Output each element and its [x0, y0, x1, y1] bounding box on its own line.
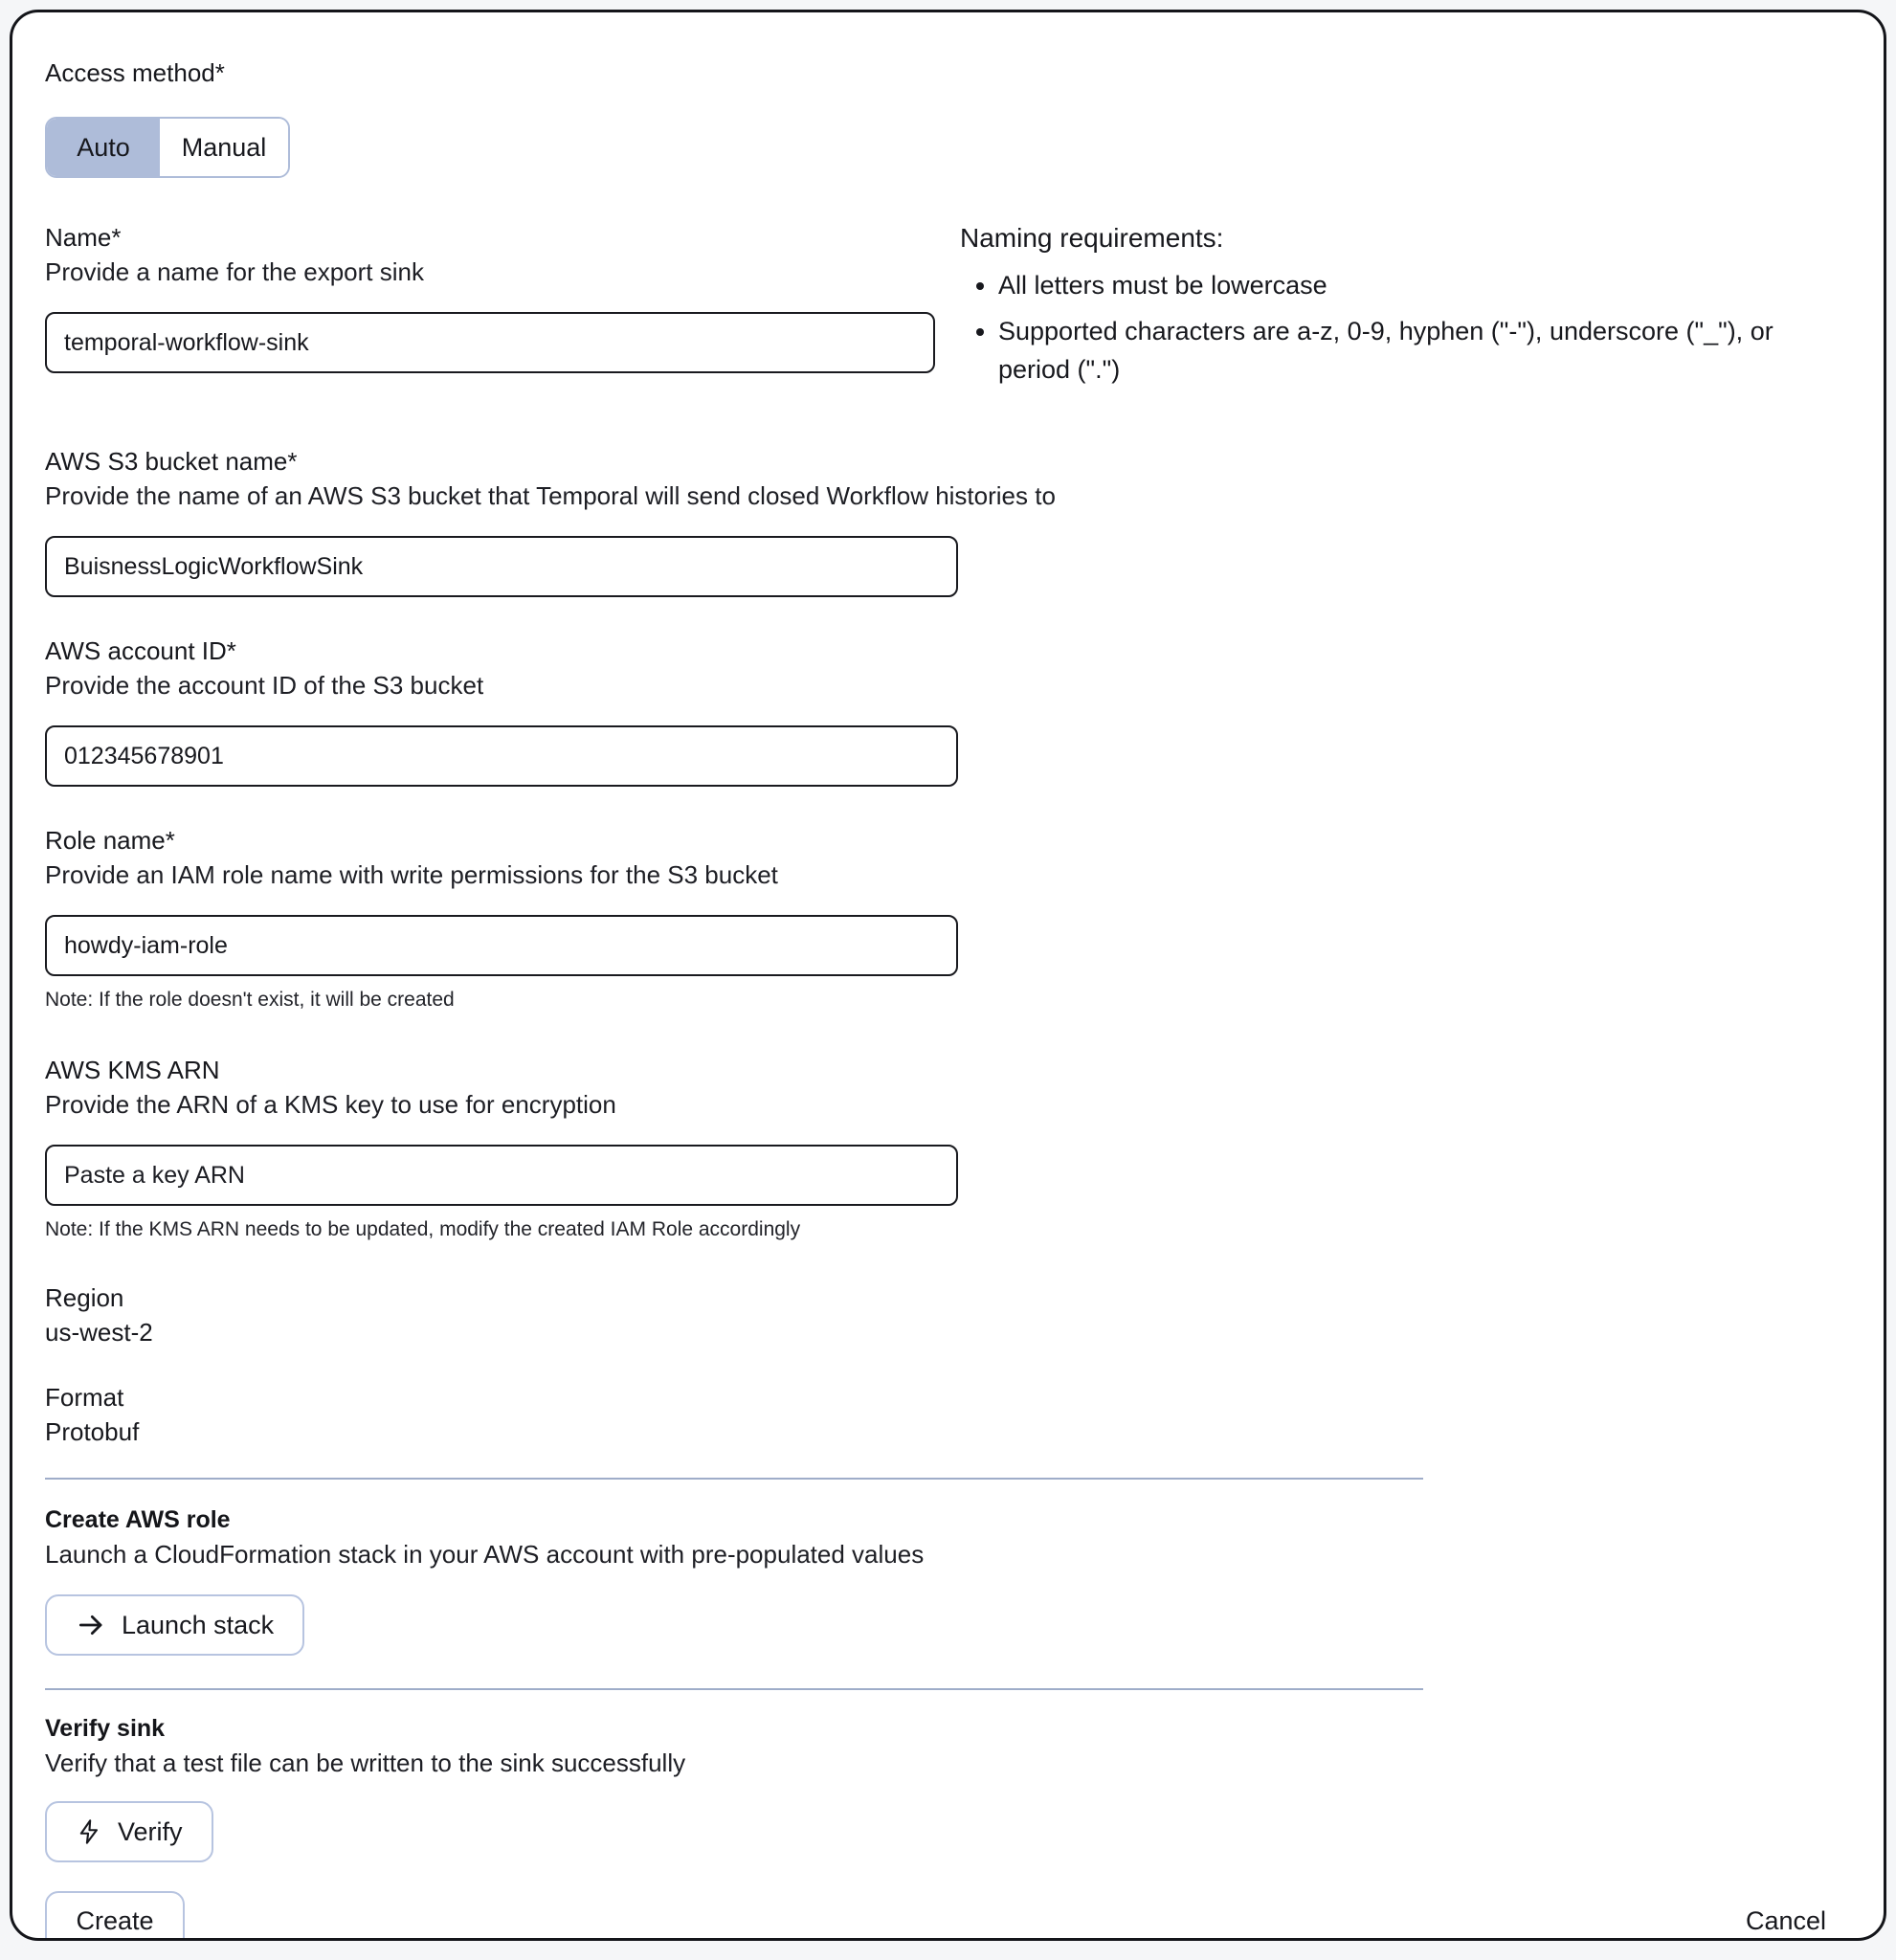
verify-button[interactable]: [45, 1801, 213, 1862]
naming-requirements-title: Naming requirements:: [960, 223, 1224, 253]
access-method-label: Access method*: [45, 58, 225, 87]
region-value: us-west-2: [45, 1318, 153, 1347]
s3-bucket-input[interactable]: [45, 536, 958, 597]
kms-arn-label: AWS KMS ARN: [45, 1056, 220, 1084]
access-method-option-auto[interactable]: [47, 119, 160, 176]
format-label: Format: [45, 1383, 124, 1412]
name-label: Name*: [45, 223, 122, 252]
launch-stack-button[interactable]: [45, 1594, 304, 1656]
arrow-right-icon: [76, 1610, 106, 1640]
form-actions: [45, 1891, 1855, 1941]
naming-requirements-list: [960, 266, 1821, 389]
access-method-option-auto-label: Auto: [77, 132, 130, 162]
account-id-field-group: [45, 635, 1855, 787]
s3-bucket-description: Provide the name of an AWS S3 bucket that Temporal will send closed Workflow histories to: [45, 481, 1056, 510]
export-sink-form-card: [10, 10, 1886, 1941]
region-group: [45, 1282, 1855, 1348]
region-label: Region: [45, 1283, 124, 1312]
kms-arn-description: Provide the ARN of a KMS key to use for encryption: [45, 1090, 616, 1119]
naming-requirement-item: • All letters must be lowercase: [998, 266, 1821, 304]
s3-bucket-field-group: [45, 446, 1855, 597]
name-description: Provide a name for the export sink: [45, 257, 424, 286]
account-id-description: Provide the account ID of the S3 bucket: [45, 671, 484, 700]
verify-sink-title: Verify sink: [45, 1715, 166, 1742]
lightning-bolt-icon: [76, 1818, 102, 1845]
role-name-input[interactable]: [45, 915, 958, 976]
role-name-label: Role name*: [45, 826, 175, 855]
name-and-requirements-row: [45, 222, 1855, 396]
verify-sink-section: [45, 1713, 1855, 1862]
account-id-input[interactable]: [45, 725, 958, 787]
section-divider: [45, 1688, 1423, 1690]
naming-requirements: [960, 222, 1855, 396]
create-aws-role-title: Create AWS role: [45, 1506, 231, 1533]
access-method-toggle: [45, 117, 290, 178]
kms-arn-input[interactable]: [45, 1145, 958, 1206]
kms-arn-field-group: [45, 1055, 1855, 1242]
cancel-link[interactable]: Cancel: [1745, 1905, 1826, 1935]
section-divider: [45, 1478, 1423, 1480]
access-method-option-manual-label: Manual: [181, 132, 267, 162]
name-field-group: [45, 222, 935, 396]
create-aws-role-description: Launch a CloudFormation stack in your AWS account with pre-populated values: [45, 1540, 925, 1569]
create-aws-role-section: [45, 1504, 1855, 1656]
role-name-note: Note: If the role doesn't exist, it will be created: [45, 989, 455, 1011]
account-id-label: AWS account ID*: [45, 636, 236, 665]
name-input[interactable]: [45, 312, 935, 373]
create-button[interactable]: [45, 1891, 185, 1941]
launch-stack-button-label: Launch stack: [122, 1610, 275, 1639]
format-value: Protobuf: [45, 1417, 140, 1446]
create-button-label: Create: [76, 1905, 154, 1935]
s3-bucket-label: AWS S3 bucket name*: [45, 447, 298, 476]
role-name-field-group: [45, 825, 1855, 1013]
kms-arn-note: Note: If the KMS ARN needs to be updated, modify the created IAM Role accordingly: [45, 1218, 801, 1240]
format-group: [45, 1382, 1855, 1447]
verify-button-label: Verify: [118, 1816, 183, 1846]
naming-requirement-item: • Supported characters are a-z, 0-9, hyphen ("-"), underscore ("_"), or period ("."): [998, 312, 1821, 389]
verify-sink-description: Verify that a test file can be written to the sink successfully: [45, 1748, 686, 1777]
access-method-option-manual[interactable]: [160, 119, 288, 176]
role-name-description: Provide an IAM role name with write permissions for the S3 bucket: [45, 860, 778, 889]
